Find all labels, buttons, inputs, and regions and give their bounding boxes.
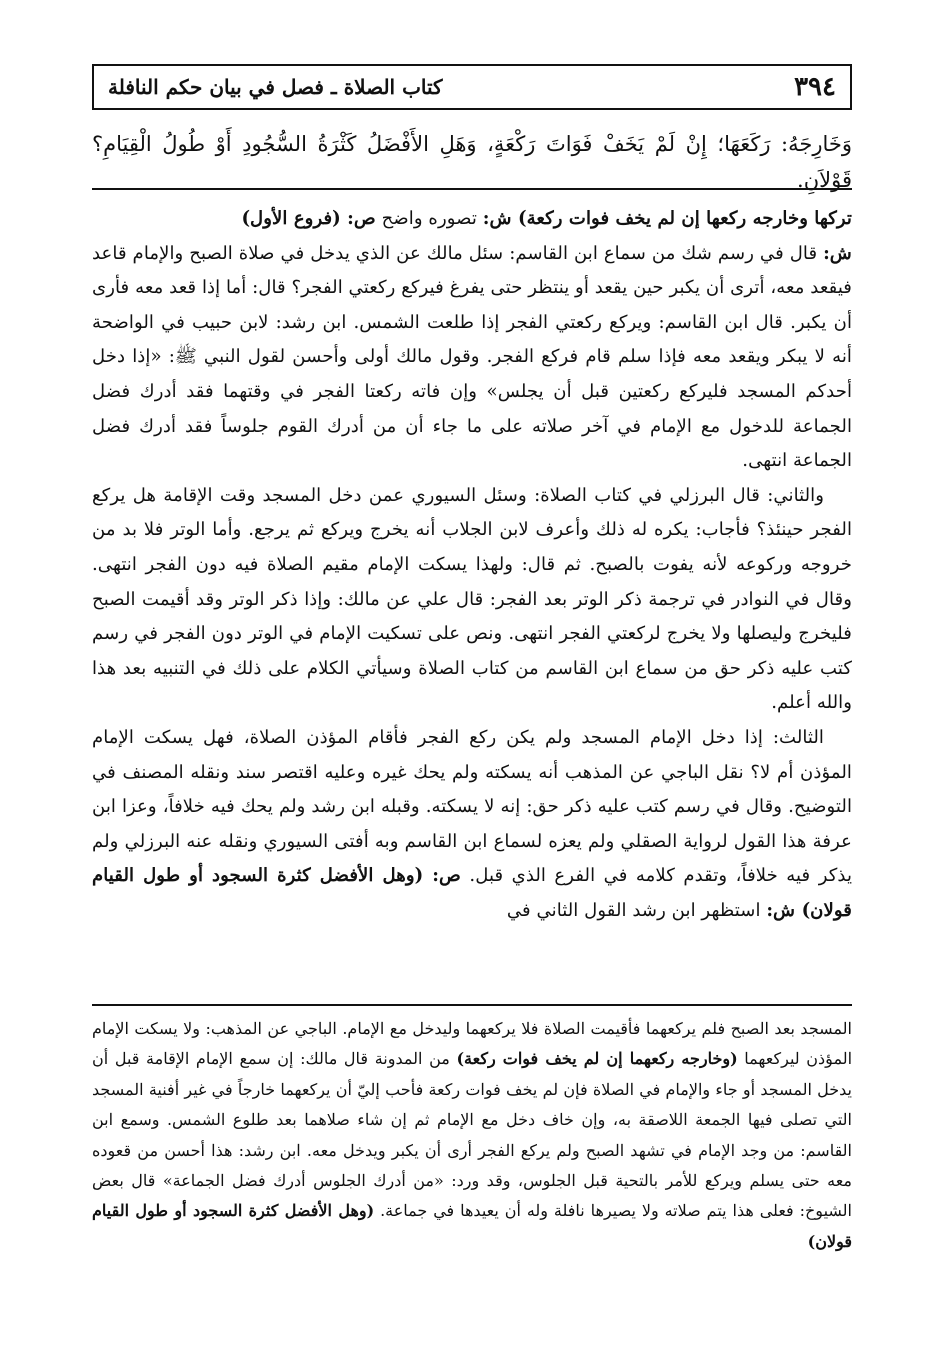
commentary-paragraph bbox=[92, 202, 852, 237]
quoted-matn: ص: (وهل الأفضل كثرة السجود أو طول القيام قولان) ش: bbox=[92, 865, 852, 921]
paragraph-text: استظهر ابن رشد القول الثاني في bbox=[506, 899, 767, 921]
commentary-paragraph bbox=[92, 721, 852, 929]
paragraph-text: الثالث: إذا دخل الإمام المسجد ولم يكن ركع الفجر فأقام المؤذن الصلاة، فهل يسكت الإمام المؤذن أم لا؟ نقل الباجي عن المذهب أنه يسكته ولم يحك غيره وعليه اقتصر سند ونقله المصنف في التوضيح. وقال في رسم كتب عليه ذكر حق: إنه لا يسكته. وقبله ابن رشد ولم يحك فيه خلافاً، وعزا ابن عرفة هذا القول لرواية الصقلي ولم يعزه لسماع ابن القاسم وبه أفتى السيوري ونقله عنه البرزلي ولم يذكر فيه خلافاً، وتقدم كلامه في الفرع الذي قبل. bbox=[92, 726, 853, 887]
quoted-matn: تركها وخارجه ركعها إن لم يخف فوات ركعة) ش: bbox=[482, 208, 852, 229]
matn-divider bbox=[92, 188, 852, 190]
footnote-section bbox=[92, 1014, 852, 1257]
footnote-quote: (وهل الأفضل كثرة السجود أو طول القيام قولان) bbox=[92, 1201, 852, 1251]
footnote-divider bbox=[92, 1004, 852, 1006]
sharh-marker: ش: bbox=[823, 242, 852, 264]
footnote-text: من المدونة قال مالك: إن سمع الإمام الإقامة قبل أن يدخل المسجد أو جاء والإمام في الصلاة فإن لم يخف فوات ركعة فأحب إليّ أن يركعهما خارجاً في غير أفنية المسجد التي تصلى فيها الجمعة اللاصقة به، وإن خاف دخل مع الإمام ثم إن شاء صلاهما بعد طلوع الشمس. وسمع ابن القاسم: من وجد الإمام في تشهد الصبح ولم يركع الفجر أرى أن يكبر ويدخل معه. ابن رشد: هذا أحسن من قعوده معه حتى يسلم ويركع للأمر بالتحية قبل الجلوس، وقد ورد: «من أدرك الجلوس أدرك فضل الجماعة» قال بعض الشيوخ: فعلى هذا يتم صلاته ولا يصيرها نافلة وله أن يعيدها في جماعة. bbox=[92, 1049, 853, 1221]
matn-text: وَخَارِجَهُ: رَكَعَهَا؛ إِنْ لَمْ يَخَفْ فَوَاتَ رَكْعَةٍ، وَهَلِ الأَفْضَلُ كَثْرَةُ السُّجُودِ أَوْ طُولُ الْقِيَامِ؟ قَوْلاَنِ. bbox=[92, 132, 852, 192]
commentary-body bbox=[92, 202, 852, 928]
commentary-paragraph bbox=[92, 479, 852, 721]
footnote-paragraph bbox=[92, 1014, 852, 1257]
paragraph-text: تصوره واضح bbox=[375, 208, 483, 229]
footnote-quote: (وخارجه ركعهما إن لم يخف فوات ركعة) bbox=[456, 1049, 738, 1069]
page-number: ٣٩٤ bbox=[794, 72, 836, 102]
running-title: كتاب الصلاة ـ فصل في بيان حكم النافلة bbox=[108, 75, 443, 99]
commentary-paragraph bbox=[92, 237, 852, 479]
footnote-text: المسجد بعد الصبح فلم يركعهما فأقيمت الصلاة فلا يركعهما وليدخل مع الإمام. الباجي عن المذهب: ولا يسكت الإمام المؤذن ليركعهما bbox=[92, 1019, 853, 1069]
paragraph-text: والثاني: قال البرزلي في كتاب الصلاة: وسئل السيوري عمن دخل المسجد وقت الإقامة هل يركع الفجر حينئذ؟ فأجاب: يكره له ذلك وأعرف لابن الجلاب أنه يخرج ويركع ثم يرجع. وأما الوتر فلا بد من خروجه وركوعه لأنه يفوت بالصبح. ثم قال: ولهذا يسكت الإمام مقيم الصلاة فيه دون الفجر انتهى. وقال في النوادر في ترجمة ذكر الوتر بعد الفجر: قال علي عن مالك: وإذا ذكر الوتر وقد أقيمت الصبح فليخرج وليصلها ولا يخرج لركعتي الفجر انتهى. ونص على تسكيت الإمام في الوتر دون الفجر في رسم كتب عليه ذكر حق من سماع ابن القاسم من كتاب الصلاة وسيأتي الكلام على ذلك في التنبيه بعد هذا والله أعلم. bbox=[92, 484, 852, 714]
quoted-matn: ص: (فروع الأول) bbox=[241, 208, 376, 229]
paragraph-text: قال في رسم شك من سماع ابن القاسم: سئل مالك عن الذي يدخل في صلاة الصبح والإمام قاعد فيقعد معه، أترى أن يكبر حين يقعد أو ينتظر حتى يفرغ فيركع ركعتي الفجر؟ قال: أما إذا قعد معه فأرى أن يكبر. قال ابن القاسم: ويركع ركعتي الفجر إذا طلعت الشمس. ابن رشد: لابن حبيب في الواضحة أنه لا يبكر ويقعد معه فإذا سلم قام فركع الفجر. وقول مالك أولى وأحسن لقول النبي ﷺ: «إذا دخل أحدكم المسجد فليركع ركعتين قبل أن يجلس» وإن فاته ركعتا الفجر في وقتهما فقد أدرك فضل الجماعة للدخول مع الإمام في آخر صلاته على ما جاء أن من أدرك القوم جلوساً فقد أدرك فضل الجماعة انتهى. bbox=[92, 242, 852, 472]
page-header bbox=[92, 64, 852, 110]
